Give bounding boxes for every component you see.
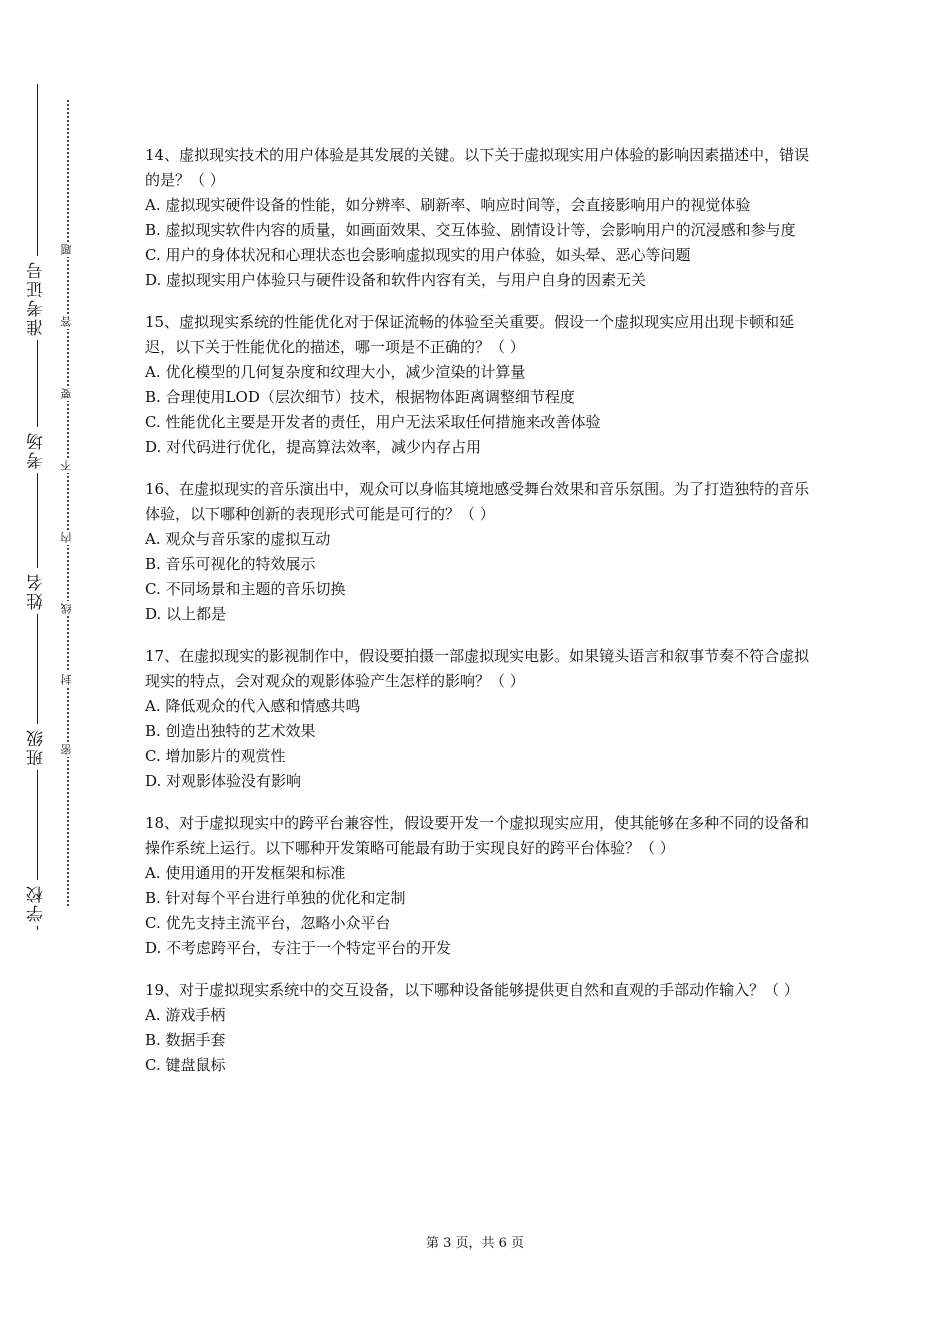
option-c: C. 性能优化主要是开发者的责任，用户无法采取任何措施来改善体验 <box>145 413 601 431</box>
binding-strip <box>0 0 110 1344</box>
option-b: B. 数据手套 <box>145 1031 226 1049</box>
option-a: A. 使用通用的开发框架和标准 <box>145 864 346 882</box>
binding-solid-line <box>37 84 38 930</box>
binding-warning-char: 封 <box>60 672 76 687</box>
option-c: C. 增加影片的观赏性 <box>145 747 286 765</box>
option-b: B. 合理使用LOD（层次细节）技术，根据物体距离调整细节程度 <box>145 388 575 406</box>
option-a: A. 虚拟现实硬件设备的性能，如分辨率、刷新率、响应时间等，会直接影响用户的视觉体验 <box>145 196 751 214</box>
option-a: A. 观众与音乐家的虚拟互动 <box>145 530 331 548</box>
field-label-school: 学校 <box>22 880 52 926</box>
question-stem: 14、虚拟现实技术的用户体验是其发展的关键。以下关于虚拟现实用户体验的影响因素描述中，错误的是？（ ） <box>145 146 810 189</box>
question-14 <box>145 143 810 293</box>
option-c: C. 用户的身体状况和心理状态也会影响虚拟现实的用户体验，如头晕、恶心等问题 <box>145 246 691 264</box>
field-label-class: 班级 <box>22 724 52 770</box>
option-a: A. 降低观众的代入感和情感共鸣 <box>145 697 361 715</box>
page-number-footer: 第 3 页，共 6 页 <box>425 1236 525 1251</box>
option-d: D. 不考虑跨平台，专注于一个特定平台的开发 <box>145 939 452 957</box>
question-stem: 18、对于虚拟现实中的跨平台兼容性，假设要开发一个虚拟现实应用，使其能够在多种不同的设备和操作系统上运行。以下哪种开发策略可能最有助于实现良好的跨平台体验？（ ） <box>145 814 810 857</box>
option-b: B. 创造出独特的艺术效果 <box>145 722 316 740</box>
question-list <box>145 143 810 1095</box>
binding-warning-char: 线 <box>60 601 76 616</box>
binding-warning-char: 内 <box>60 530 76 545</box>
option-a: A. 优化模型的几何复杂度和纹理大小，减少渲染的计算量 <box>145 363 526 381</box>
question-stem: 16、在虚拟现实的音乐演出中，观众可以身临其境地感受舞台效果和音乐氛围。为了打造独特的音乐体验，以下哪种创新的表现形式可能是可行的？（ ） <box>145 480 810 523</box>
binding-warning-char: 要 <box>60 386 76 401</box>
question-15 <box>145 310 810 460</box>
option-a: A. 游戏手柄 <box>145 1006 226 1024</box>
question-stem: 19、对于虚拟现实系统中的交互设备，以下哪种设备能够提供更自然和直观的手部动作输入？（ ） <box>145 981 799 999</box>
option-d: D. 以上都是 <box>145 605 227 623</box>
field-label-name: 姓名 <box>22 568 52 614</box>
binding-warning-char: 密 <box>60 742 76 757</box>
question-stem: 17、在虚拟现实的影视制作中，假设要拍摄一部虚拟现实电影。如果镜头语言和叙事节奏不符合虚拟现实的特点，会对观众的观影体验产生怎样的影响？（ ） <box>145 647 810 690</box>
option-b: B. 音乐可视化的特效展示 <box>145 555 316 573</box>
binding-dotted-line <box>67 100 69 906</box>
option-d: D. 虚拟现实用户体验只与硬件设备和软件内容有关，与用户自身的因素无关 <box>145 271 647 289</box>
field-label-exam-room: 考场 <box>22 427 52 473</box>
option-b: B. 针对每个平台进行单独的优化和定制 <box>145 889 406 907</box>
option-d: D. 对代码进行优化，提高算法效率，减少内存占用 <box>145 438 482 456</box>
option-c: C. 键盘鼠标 <box>145 1056 226 1074</box>
option-c: C. 优先支持主流平台，忽略小众平台 <box>145 914 391 932</box>
binding-warning-char: 答 <box>60 314 76 329</box>
option-d: D. 对观影体验没有影响 <box>145 772 302 790</box>
option-c: C. 不同场景和主题的音乐切换 <box>145 580 346 598</box>
question-17 <box>145 644 810 794</box>
field-label-exam-number: 准考证号 <box>22 256 52 340</box>
question-stem: 15、虚拟现实系统的性能优化对于保证流畅的体验至关重要。假设一个虚拟现实应用出现卡顿和延迟，以下关于性能优化的描述，哪一项是不正确的？（ ） <box>145 313 795 356</box>
option-b: B. 虚拟现实软件内容的质量，如画面效果、交互体验、剧情设计等，会影响用户的沉浸感和参与度 <box>145 221 796 239</box>
binding-warning-char: 题 <box>60 242 76 257</box>
binding-warning-char: 不 <box>60 458 76 473</box>
question-16 <box>145 477 810 627</box>
question-19 <box>145 978 810 1078</box>
question-18 <box>145 811 810 961</box>
